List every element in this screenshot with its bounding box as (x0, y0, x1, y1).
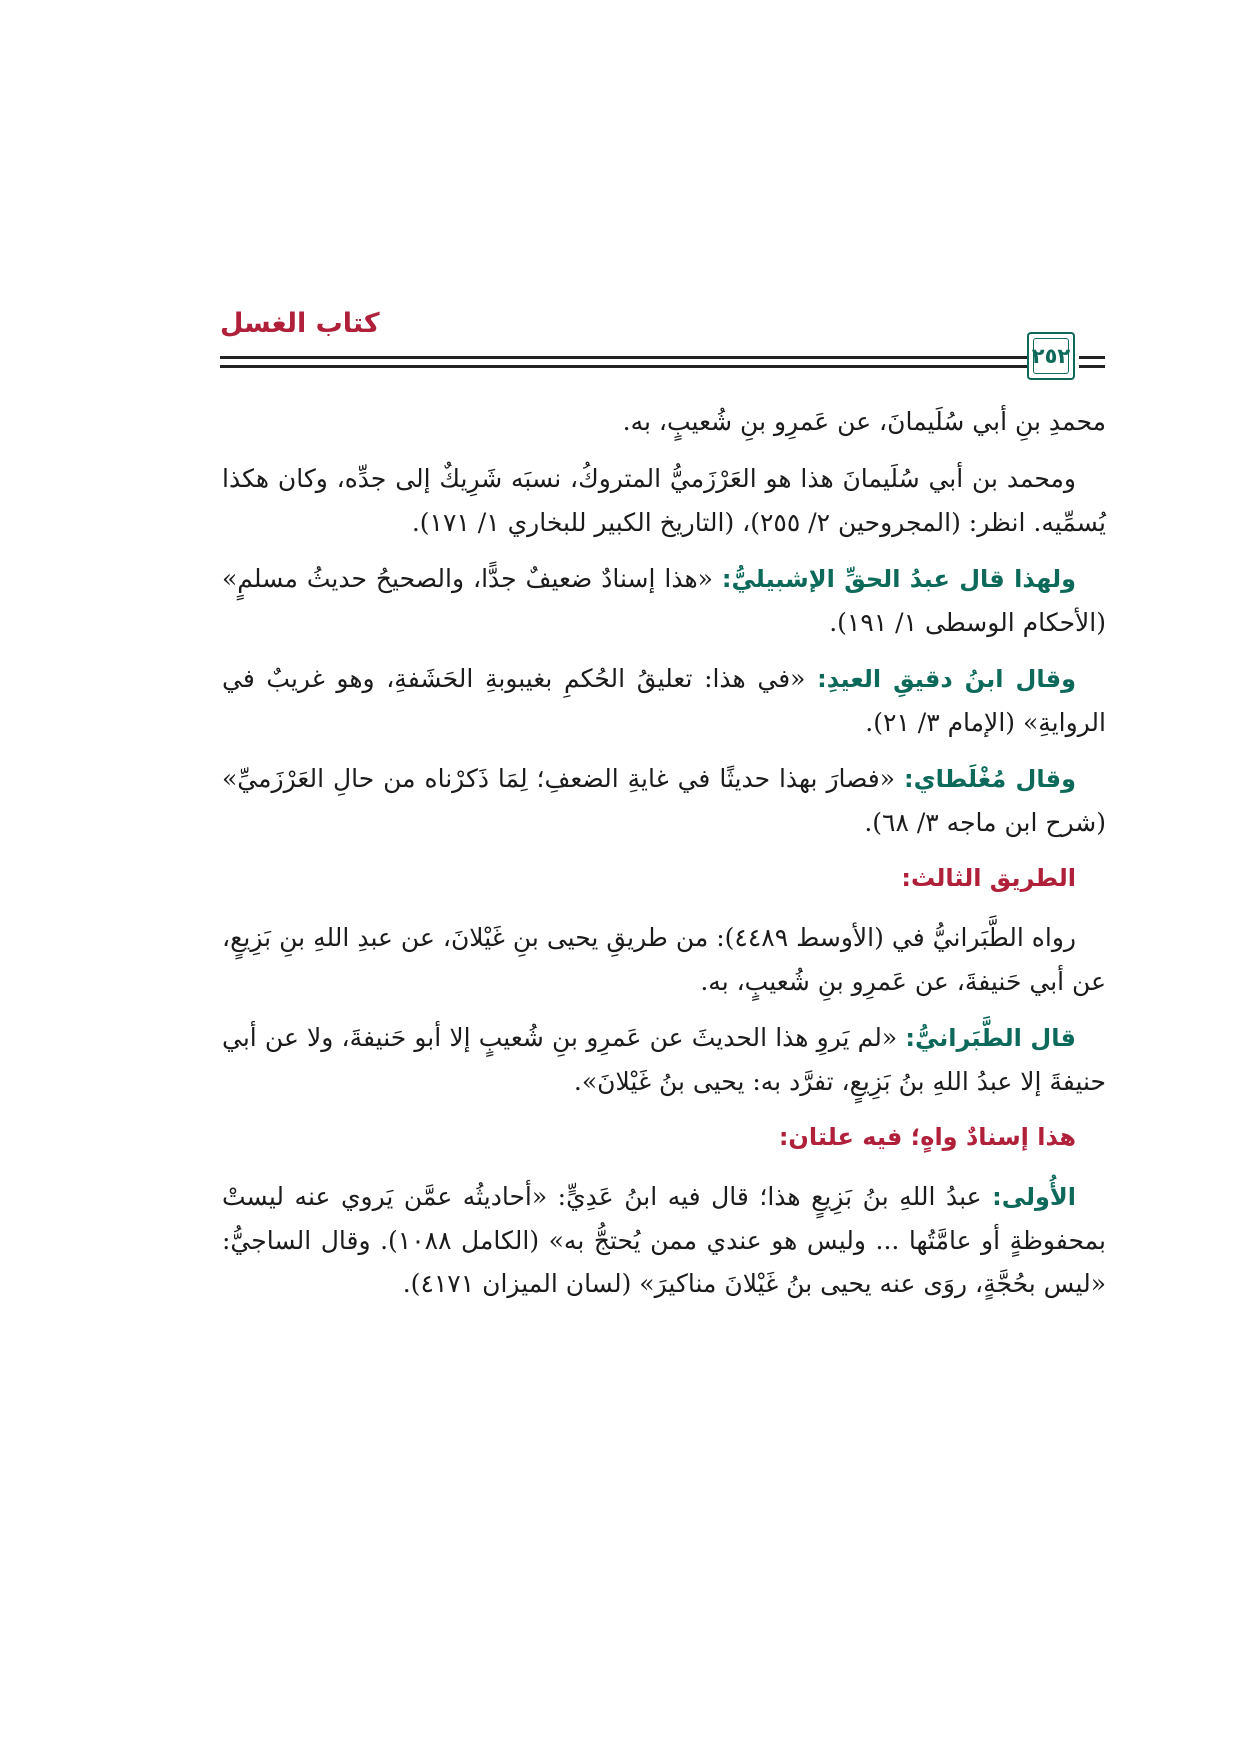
chapter-title: كتاب الغسل (220, 308, 380, 339)
quote-source-label: وقال ابنُ دقيقِ العيدِ: (817, 665, 1077, 693)
paragraph-mughaltai: وقال مُغْلَطاي: «فصارَ بهذا حديثًا في غايةِ الضعفِ؛ لِمَا ذَكرْناه من حالِ العَرْزَميِّ» (شرح ابن ماجه ٣/ ٦٨). (222, 764, 1106, 837)
page-body (222, 400, 1106, 1318)
quote-source-label: وقال مُغْلَطاي: (904, 765, 1077, 793)
quote-source-label: ولهذا قال عبدُ الحقِّ الإشبيليُّ: (721, 565, 1076, 593)
header-rule-right-bottom (1079, 365, 1105, 368)
section-heading-third-route: الطريق الثالث: (901, 864, 1076, 892)
section-heading-isnad: هذا إسنادٌ واهٍ؛ فيه علتان: (778, 1123, 1076, 1151)
header-rule-top (220, 356, 1028, 359)
quote-source-label: قال الطَّبَرانيُّ: (905, 1024, 1076, 1052)
page-number-badge (1027, 332, 1075, 380)
header-rule-right-top (1079, 356, 1105, 359)
paragraph-1: محمدِ بنِ أبي سُلَيمانَ، عن عَمرِو بنِ شُعيبٍ، به. (622, 407, 1106, 436)
header-rule-bottom (220, 365, 1028, 368)
paragraph-2: ومحمد بن أبي سُلَيمانَ هذا هو العَرْزَميُّ المتروكُ، نسبَه شَرِيكٌ إلى جدِّه، وكان هكذا يُسمِّيه. انظر: (المجروحين ٢/ ٢٥٥)، (التاريخ الكبير للبخاري ١/ ١٧١). (222, 464, 1106, 537)
paragraph-tabarani-narration: رواه الطَّبَرانيُّ في (الأوسط ٤٤٨٩): من طريقِ يحيى بنِ غَيْلانَ، عن عبدِ اللهِ بنِ بَزِيعٍ، عن أبي حَنيفةَ، عن عَمرِو بنِ شُعيبٍ، به. (222, 923, 1106, 996)
paragraph-tabarani-quote: قال الطَّبَرانيُّ: «لم يَروِ هذا الحديثَ عن عَمرِو بنِ شُعيبٍ إلا أبو حَنيفةَ، ولا عن أبي حنيفةَ إلا عبدُ اللهِ بنُ بَزِيعٍ، تفرَّد به: يحيى بنُ غَيْلانَ». (222, 1023, 1106, 1096)
quote-source-label: الأُولى: (992, 1183, 1076, 1211)
page-number: ٢٥٢ (1033, 338, 1069, 374)
paragraph-abdulhaq: ولهذا قال عبدُ الحقِّ الإشبيليُّ: «هذا إسنادٌ ضعيفٌ جدًّا، والصحيحُ حديثُ مسلمٍ» (الأحكام الوسطى ١/ ١٩١). (222, 564, 1106, 637)
paragraph-ibn-daqiq: وقال ابنُ دقيقِ العيدِ: «في هذا: تعليقُ الحُكمِ بغيبوبةِ الحَشَفةِ، وهو غريبٌ في الروايةِ» (الإمام ٣/ ٢١). (222, 664, 1106, 737)
paragraph-first-defect: الأُولى: عبدُ اللهِ بنُ بَزِيعٍ هذا؛ قال فيه ابنُ عَدِيٍّ: «أحاديثُه عمَّن يَروي عنه ليستْ بمحفوظةٍ أو عامَّتُها ... وليس هو عندي ممن يُحتجُّ به» (الكامل ١٠٨٨). وقال الساجيُّ: «ليس بحُجَّةٍ، روَى عنه يحيى بنُ غَيْلانَ مناكيرَ» (لسان الميزان ٤١٧١). (222, 1182, 1106, 1298)
